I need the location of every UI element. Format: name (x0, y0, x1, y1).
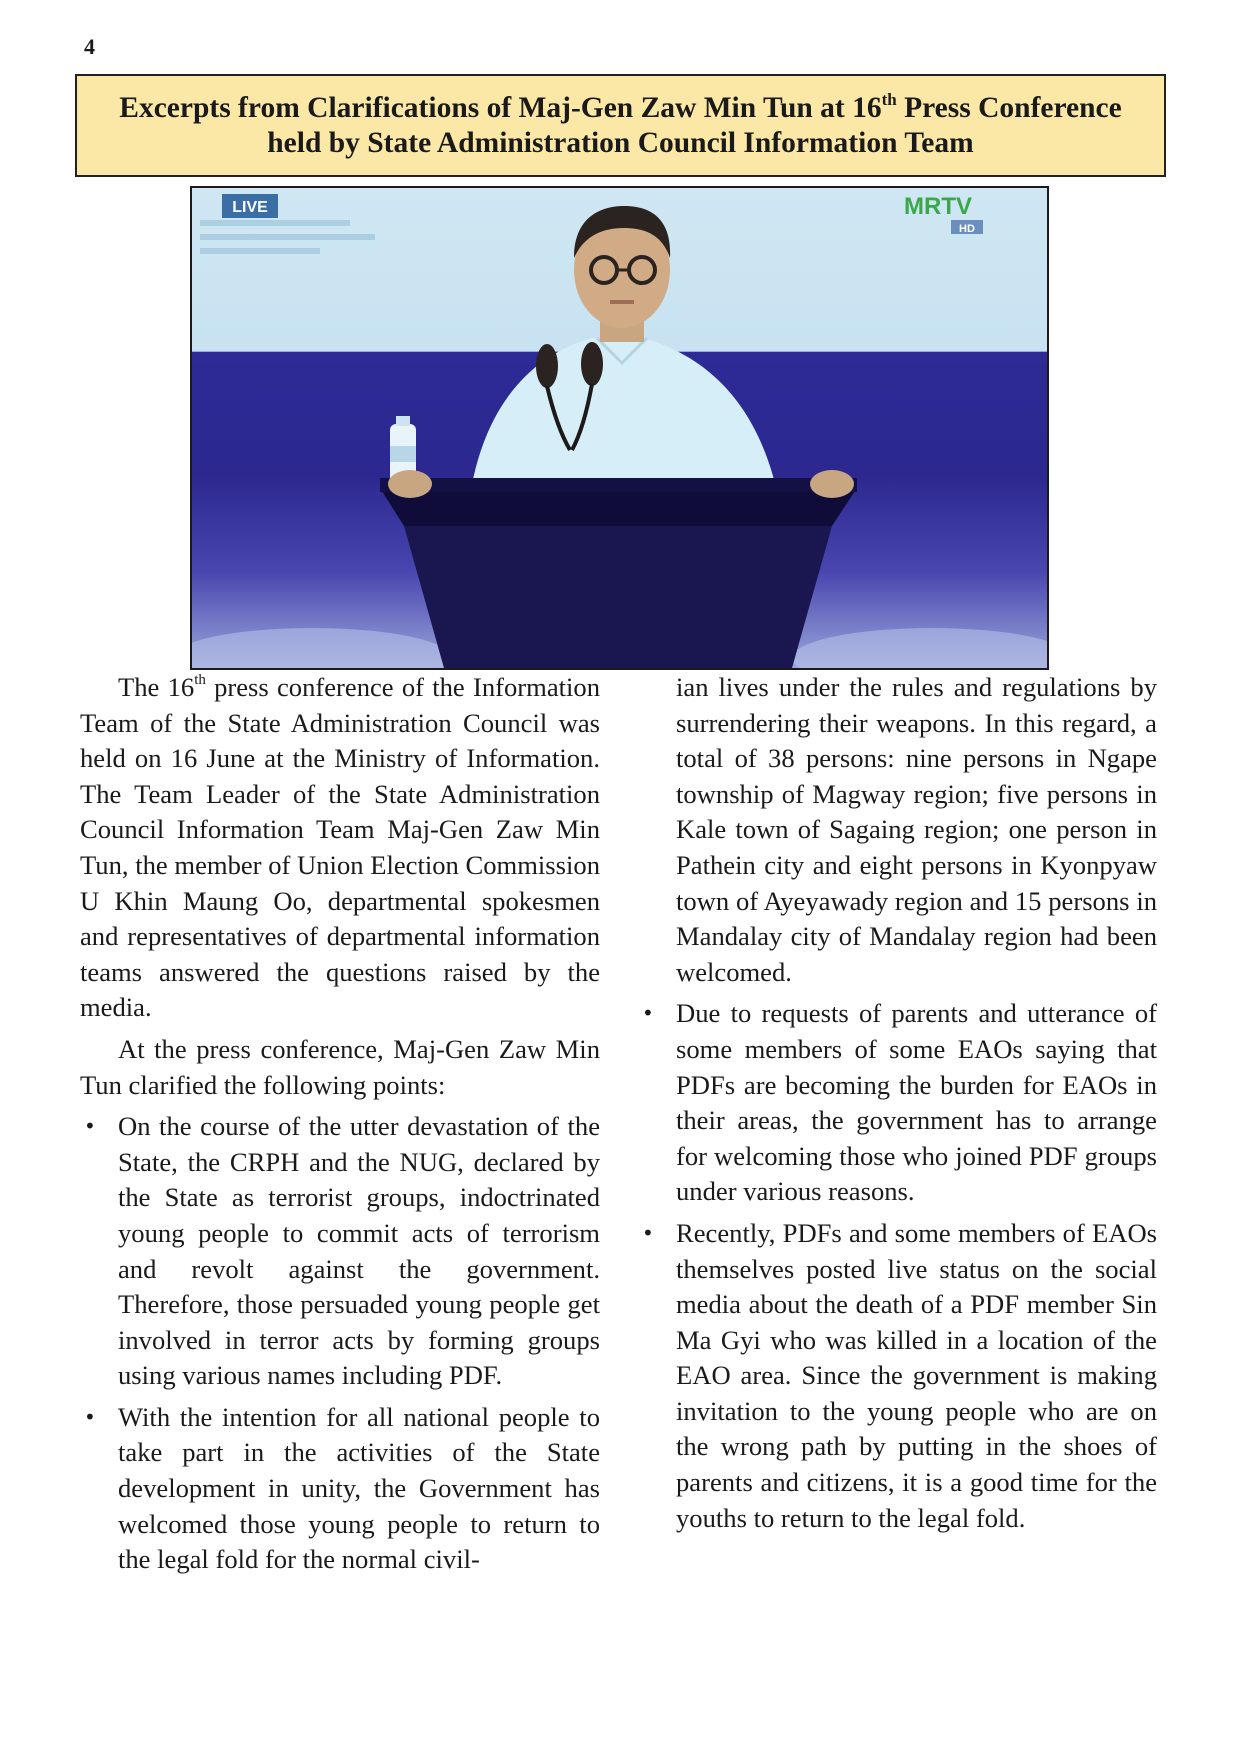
points-intro-paragraph: At the press conference, Maj-Gen Zaw Min Tun clarified the following points: (80, 1033, 600, 1100)
right-column (642, 670, 1157, 1536)
svg-text:HD: HD (959, 223, 975, 235)
bullet-point-2: • With the intention for all national people to take part in the activities of the State development in unity, the Government has welcomed those young people to return to the legal fold for the normal civil- (84, 1401, 600, 1575)
bullet-icon: • (642, 1220, 654, 1245)
speaker-figure (462, 206, 792, 523)
bullet-icon: • (642, 1001, 654, 1026)
left-column (80, 670, 600, 1578)
bullet-2-continuation: ian lives under the rules and regulations by surrendering their weapons. In this regard, a total of 38 persons: nine persons in Ngape township of Magway region; five persons in Kale town of Sagaing region; one person in Pathein city and eight persons in Kyonpyaw town of Ayeyawady region and 15 persons in Mandalay city of Mandalay region had been welcomed. (676, 672, 1157, 987)
title-line-2: held by State Administration Council Information Team (267, 126, 974, 159)
svg-text:MRTV: MRTV (904, 193, 972, 220)
intro-paragraph: The 16th press conference of the Information Team of the State Administration Council was held on 16 June at the Ministry of Information. The Team Leader of the State Administration Council Information Team Maj-Gen Zaw Min Tun, the member of Union Election Commission U Khin Maung Oo, departmental spokesmen and representatives of departmental information teams answered the questions raised by the media. (80, 672, 600, 1023)
mrtv-logo (904, 193, 983, 235)
bullet-point-1: • On the course of the utter devastation of the State, the CRPH and the NUG, declared by the State as terrorist groups, indoctrinated young people to commit acts of terrorism and revolt against the government. Therefore, those persuaded young people get involved in terror acts by forming groups using various names including PDF. (84, 1111, 600, 1391)
article-title (75, 74, 1166, 177)
live-badge (222, 194, 278, 218)
bullet-icon: • (84, 1114, 96, 1139)
svg-text:LIVE: LIVE (232, 199, 268, 216)
page-number: 4 (84, 34, 95, 59)
podium (380, 478, 857, 668)
bullet-point-4: • Recently, PDFs and some members of EAOs themselves posted live status on the social media about the death of a PDF member Sin Ma Gyi who was killed in a location of the EAO area. Since the government is making invitation to the young people who are on the wrong path by putting in the shoes of parents and citizens, it is a good time for the youths to return to the legal fold. (642, 1217, 1157, 1533)
bullet-point-3: • Due to requests of parents and utterance of some members of some EAOs saying that PDFs are becoming the burden for EAOs in their areas, the government has to arrange for welcoming those who joined PDF groups under various reasons. (642, 998, 1157, 1207)
title-line-1: Excerpts from Clarifications of Maj-Gen Zaw Min Tun at 16th Press Conference (119, 89, 1122, 124)
bullet-icon: • (84, 1404, 96, 1429)
press-conference-photo (190, 186, 1049, 670)
